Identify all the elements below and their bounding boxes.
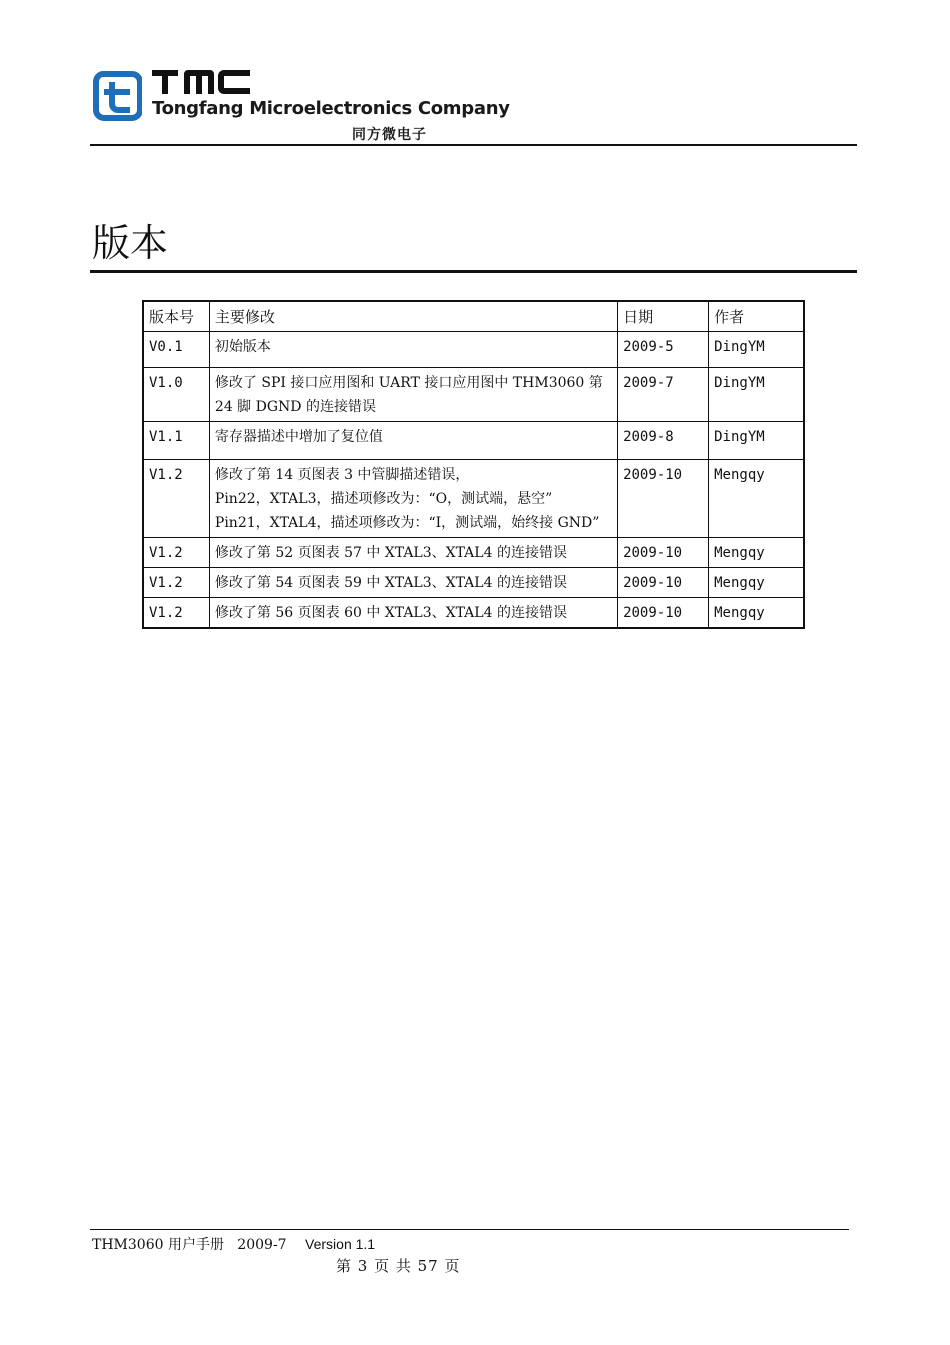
- date-cell: 2009-10: [618, 538, 709, 568]
- table-row: [143, 538, 804, 568]
- header-version: 版本号: [143, 301, 209, 332]
- change-line: 修改了 SPI 接口应用图和 UART 接口应用图中 THM3060 第 24 脚 DGND 的连接错误: [214, 375, 603, 415]
- header-date: 日期: [618, 301, 709, 332]
- author-cell: Mengqy: [709, 568, 804, 598]
- change-line: Pin21，XTAL4，描述项修改为：“I，测试端，始终接 GND”: [214, 515, 600, 531]
- change-line: 修改了第 56 页图表 60 中 XTAL3、XTAL4 的连接错误: [214, 605, 567, 621]
- changes-cell: [209, 368, 617, 422]
- header-changes: 主要修改: [209, 301, 617, 332]
- page-title: 版本: [92, 221, 169, 265]
- change-line: 修改了第 14 页图表 3 中管脚描述错误，: [214, 467, 470, 483]
- header-divider: [90, 144, 857, 146]
- date-cell: 2009-5: [618, 332, 709, 368]
- author-cell: Mengqy: [709, 598, 804, 629]
- table-row: [143, 332, 804, 368]
- version-cell: V1.2: [143, 568, 209, 598]
- date-cell: 2009-10: [618, 460, 709, 538]
- change-line: Pin22，XTAL3，描述项修改为：“O，测试端，悬空”: [214, 491, 553, 507]
- footer-version: Version 1.1: [305, 1236, 376, 1252]
- changes-cell: [209, 538, 617, 568]
- revision-history-table: [142, 300, 805, 629]
- date-cell: 2009-10: [618, 598, 709, 629]
- date-cell: 2009-8: [618, 422, 709, 460]
- date-cell: 2009-7: [618, 368, 709, 422]
- footer-divider: [90, 1229, 849, 1230]
- version-cell: V1.2: [143, 460, 209, 538]
- changes-cell: [209, 568, 617, 598]
- change-line: 修改了第 52 页图表 57 中 XTAL3、XTAL4 的连接错误: [214, 545, 567, 561]
- table-header-row: [143, 301, 804, 332]
- change-line: 寄存器描述中增加了复位值: [214, 429, 383, 445]
- author-cell: DingYM: [709, 332, 804, 368]
- tmc-wordmark-icon: [152, 70, 250, 94]
- author-cell: DingYM: [709, 422, 804, 460]
- table-row: [143, 460, 804, 538]
- version-cell: V0.1: [143, 332, 209, 368]
- table-row: [143, 568, 804, 598]
- tmc-logo-icon: [92, 70, 142, 122]
- change-line: 初始版本: [214, 339, 271, 355]
- changes-cell: [209, 598, 617, 629]
- header-author: 作者: [709, 301, 804, 332]
- version-cell: V1.2: [143, 598, 209, 629]
- footer-doc-info: [92, 1234, 375, 1254]
- changes-cell: [209, 460, 617, 538]
- table-row: [143, 598, 804, 629]
- changes-cell: [209, 422, 617, 460]
- footer-page-number: 第 3 页 共 57 页: [336, 1257, 461, 1275]
- company-name-cn: 同方微电子: [352, 127, 427, 143]
- table-row: [143, 422, 804, 460]
- footer-doc-title: THM3060 用户手册 2009-7: [92, 1237, 287, 1253]
- date-cell: 2009-10: [618, 568, 709, 598]
- version-cell: V1.1: [143, 422, 209, 460]
- table-row: [143, 368, 804, 422]
- version-cell: V1.0: [143, 368, 209, 422]
- change-line: 修改了第 54 页图表 59 中 XTAL3、XTAL4 的连接错误: [214, 575, 567, 591]
- company-name-en: Tongfang Microelectronics Company: [152, 98, 510, 119]
- author-cell: Mengqy: [709, 538, 804, 568]
- author-cell: Mengqy: [709, 460, 804, 538]
- version-cell: V1.2: [143, 538, 209, 568]
- title-divider: [90, 270, 857, 273]
- author-cell: DingYM: [709, 368, 804, 422]
- changes-cell: [209, 332, 617, 368]
- page-header: [92, 66, 857, 146]
